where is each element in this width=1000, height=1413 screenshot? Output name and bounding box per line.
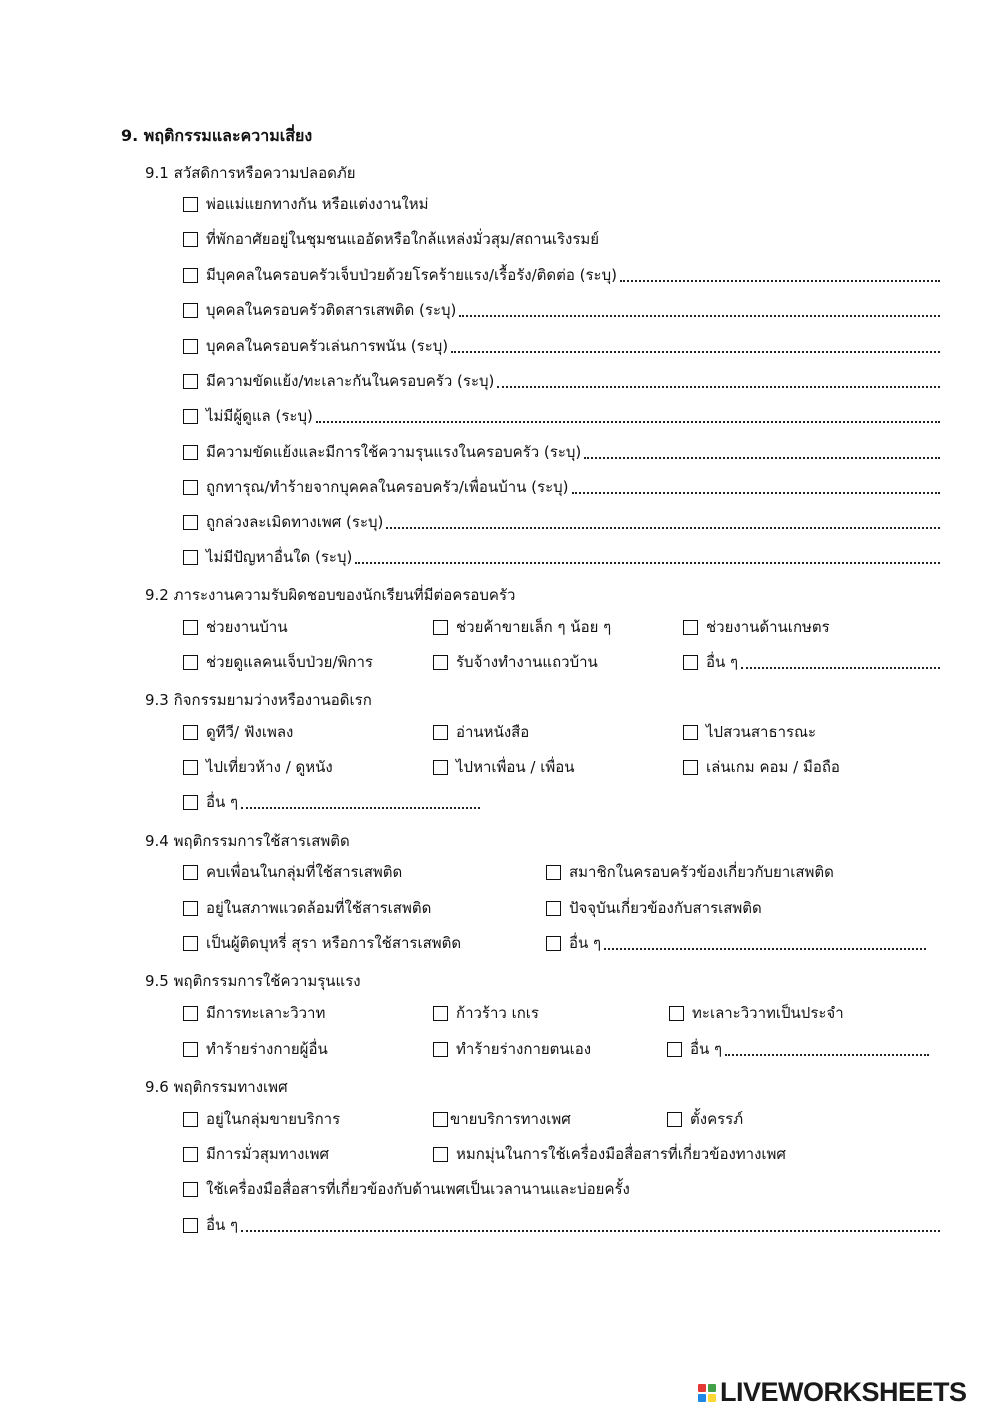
- checkbox-item-9-1-2[interactable]: [183, 226, 940, 252]
- fill-in-line[interactable]: [620, 280, 940, 282]
- checkbox-icon[interactable]: [183, 795, 198, 810]
- subsection-9-2-title: 9.2 ภาระงานความรับผิดชอบของนักเรียนที่มีต่อครอบครัว: [145, 586, 516, 604]
- item-label: ใช้เครื่องมือสื่อสารที่เกี่ยวข้องกับด้านเพศเป็นเวลานานและบ่อยครั้ง: [206, 1180, 630, 1198]
- checkbox-icon[interactable]: [183, 865, 198, 880]
- checkbox-item-9-6-7[interactable]: [183, 1212, 940, 1238]
- checkbox-item-9-6-1[interactable]: [183, 1106, 423, 1132]
- item-label: หมกมุ่นในการใช้เครื่องมือสื่อสารที่เกี่ยวข้องทางเพศ: [456, 1145, 786, 1163]
- checkbox-icon[interactable]: [669, 1006, 684, 1021]
- checkbox-item-9-1-10[interactable]: [183, 509, 940, 535]
- item-label: มีการทะเลาะวิวาท: [206, 1004, 326, 1022]
- subsection-9-6-title: 9.6 พฤติกรรมทางเพศ: [145, 1078, 288, 1096]
- checkbox-item-9-4-5[interactable]: [183, 930, 538, 956]
- checkbox-item-9-2-5[interactable]: [433, 649, 673, 675]
- checkbox-icon[interactable]: [183, 1006, 198, 1021]
- item-label: อยู่ในสภาพแวดล้อมที่ใช้สารเสพติด: [206, 899, 432, 917]
- checkbox-icon[interactable]: [183, 232, 198, 247]
- item-label: บุคคลในครอบครัวเล่นการพนัน (ระบุ): [206, 337, 449, 355]
- item-label: อ่านหนังสือ: [456, 723, 530, 741]
- checkbox-icon[interactable]: [183, 197, 198, 212]
- checkbox-icon[interactable]: [667, 1112, 682, 1127]
- item-label: ก้าวร้าว เกเร: [456, 1004, 539, 1022]
- logo-squares-icon: [698, 1384, 716, 1402]
- checkbox-item-9-1-5[interactable]: [183, 333, 940, 359]
- item-label: อื่น ๆ: [690, 1040, 723, 1058]
- item-label: ช่วยงานบ้าน: [206, 618, 288, 636]
- checkbox-icon[interactable]: [183, 445, 198, 460]
- checkbox-icon[interactable]: [183, 760, 198, 775]
- checkbox-icon[interactable]: [183, 268, 198, 283]
- item-label: บุคคลในครอบครัวติดสารเสพติด (ระบุ): [206, 301, 457, 319]
- fill-in-line[interactable]: [451, 351, 940, 353]
- fill-in-line[interactable]: [241, 1230, 940, 1232]
- fill-in-line[interactable]: [386, 527, 940, 529]
- item-label: รับจ้างทำงานแถวบ้าน: [456, 653, 598, 671]
- fill-in-line[interactable]: [497, 386, 940, 388]
- item-label: ถูกล่วงละเมิดทางเพศ (ระบุ): [206, 513, 384, 531]
- checkbox-icon[interactable]: [683, 760, 698, 775]
- checkbox-item-9-5-3[interactable]: [669, 1000, 940, 1026]
- item-label: ทะเลาะวิวาทเป็นประจำ: [692, 1004, 844, 1022]
- checkbox-item-9-3-1[interactable]: [183, 719, 423, 745]
- checkbox-item-9-1-6[interactable]: [183, 368, 940, 394]
- checkbox-item-9-6-4[interactable]: [183, 1141, 423, 1167]
- checkbox-item-9-1-1[interactable]: [183, 191, 940, 217]
- item-label: ช่วยดูแลคนเจ็บป่วย/พิการ: [206, 653, 373, 671]
- checkbox-item-9-5-1[interactable]: [183, 1000, 423, 1026]
- item-label: อื่น ๆ: [206, 1216, 239, 1234]
- item-label: อยู่ในกลุ่มขายบริการ: [206, 1110, 341, 1128]
- item-label: มีการมั่วสุมทางเพศ: [206, 1145, 329, 1163]
- checkbox-item-9-1-9[interactable]: [183, 474, 940, 500]
- fill-in-line[interactable]: [355, 562, 940, 564]
- item-label: มีความขัดแย้งและมีการใช้ความรุนแรงในครอบครัว (ระบุ): [206, 443, 582, 461]
- item-label: ตั้งครรภ์: [690, 1110, 744, 1128]
- subsection-9-1-title: 9.1 สวัสดิการหรือความปลอดภัย: [145, 164, 356, 182]
- checkbox-item-9-6-3[interactable]: [667, 1106, 867, 1132]
- fill-in-line[interactable]: [241, 807, 480, 809]
- item-label: พ่อแม่แยกทางกัน หรือแต่งงานใหม่: [206, 195, 429, 213]
- item-label: ทำร้ายร่างกายผู้อื่น: [206, 1040, 328, 1058]
- checkbox-item-9-3-3[interactable]: [683, 719, 940, 745]
- subsection-9-4-title: 9.4 พฤติกรรมการใช้สารเสพติด: [145, 832, 350, 850]
- fill-in-line[interactable]: [741, 667, 940, 669]
- checkbox-icon[interactable]: [183, 901, 198, 916]
- checkbox-item-9-1-3[interactable]: [183, 262, 940, 288]
- checkbox-item-9-2-3[interactable]: [683, 614, 940, 640]
- checkbox-item-9-4-1[interactable]: [183, 859, 538, 885]
- checkbox-icon[interactable]: [183, 480, 198, 495]
- checkbox-item-9-4-6[interactable]: [546, 930, 926, 956]
- fill-in-line[interactable]: [459, 315, 940, 317]
- checkbox-icon[interactable]: [433, 1112, 448, 1127]
- checkbox-item-9-3-6[interactable]: [683, 754, 940, 780]
- checkbox-item-9-2-1[interactable]: [183, 614, 423, 640]
- checkbox-item-9-1-4[interactable]: [183, 297, 940, 323]
- logo-square: [698, 1384, 706, 1392]
- logo-square: [708, 1394, 716, 1402]
- checkbox-icon[interactable]: [183, 620, 198, 635]
- checkbox-item-9-5-2[interactable]: [433, 1000, 658, 1026]
- checkbox-icon[interactable]: [183, 655, 198, 670]
- checkbox-icon[interactable]: [433, 620, 448, 635]
- checkbox-item-9-3-4[interactable]: [183, 754, 423, 780]
- checkbox-icon[interactable]: [433, 1147, 448, 1162]
- checkbox-item-9-1-7[interactable]: [183, 403, 940, 429]
- checkbox-item-9-5-5[interactable]: [433, 1036, 658, 1062]
- item-label: มีบุคคลในครอบครัวเจ็บป่วยด้วยโรคร้ายแรง/เรื้อรัง/ติดต่อ (ระบุ): [206, 266, 617, 284]
- checkbox-item-9-3-5[interactable]: [433, 754, 673, 780]
- checkbox-icon[interactable]: [183, 374, 198, 389]
- item-label: ไปหาเพื่อน / เพื่อน: [456, 758, 575, 776]
- item-label: เล่นเกม คอม / มือถือ: [706, 758, 840, 776]
- item-label: อื่น ๆ: [206, 793, 239, 811]
- item-label: ไปเที่ยวห้าง / ดูหนัง: [206, 758, 333, 776]
- checkbox-item-9-1-11[interactable]: [183, 544, 940, 570]
- section-title: 9. พฤติกรรมและความเสี่ยง: [121, 126, 313, 145]
- checkbox-item-9-2-6[interactable]: [683, 649, 940, 675]
- checkbox-item-9-5-6[interactable]: [667, 1036, 929, 1062]
- checkbox-item-9-1-8[interactable]: [183, 439, 940, 465]
- logo-square: [698, 1394, 706, 1402]
- item-label: ไม่มีปัญหาอื่นใด (ระบุ): [206, 548, 353, 566]
- checkbox-icon[interactable]: [683, 725, 698, 740]
- item-label: ดูทีวี/ ฟังเพลง: [206, 723, 294, 741]
- checkbox-item-9-5-4[interactable]: [183, 1036, 423, 1062]
- checkbox-icon[interactable]: [433, 655, 448, 670]
- checkbox-icon[interactable]: [683, 620, 698, 635]
- checkbox-icon[interactable]: [183, 936, 198, 951]
- checkbox-icon[interactable]: [183, 725, 198, 740]
- checkbox-icon[interactable]: [183, 409, 198, 424]
- brand-name: LIVEWORKSHEETS: [720, 1377, 967, 1407]
- liveworksheets-logo: [698, 1377, 967, 1408]
- item-label: ทำร้ายร่างกายตนเอง: [456, 1040, 592, 1058]
- checkbox-icon[interactable]: [183, 339, 198, 354]
- checkbox-icon[interactable]: [546, 901, 561, 916]
- checkbox-icon[interactable]: [433, 1042, 448, 1057]
- checkbox-icon[interactable]: [183, 1112, 198, 1127]
- fill-in-line[interactable]: [725, 1054, 929, 1056]
- fill-in-line[interactable]: [604, 948, 926, 950]
- fill-in-line[interactable]: [572, 492, 940, 494]
- item-label: เป็นผู้ติดบุหรี่ สุรา หรือการใช้สารเสพติด: [206, 934, 462, 952]
- item-label: ช่วยงานด้านเกษตร: [706, 618, 830, 636]
- checkbox-icon[interactable]: [433, 725, 448, 740]
- item-label: มีความขัดแย้ง/ทะเลาะกันในครอบครัว (ระบุ): [206, 372, 495, 390]
- checkbox-icon[interactable]: [546, 865, 561, 880]
- checkbox-item-9-4-3[interactable]: [183, 895, 538, 921]
- checkbox-item-9-2-2[interactable]: [433, 614, 673, 640]
- checkbox-icon[interactable]: [183, 550, 198, 565]
- checkbox-icon[interactable]: [183, 1182, 198, 1197]
- item-label: ขายบริการทางเพศ: [450, 1110, 571, 1128]
- checkbox-icon[interactable]: [183, 1147, 198, 1162]
- fill-in-line[interactable]: [316, 421, 940, 423]
- checkbox-icon[interactable]: [683, 655, 698, 670]
- item-label: สมาชิกในครอบครัวข้องเกี่ยวกับยาเสพติด: [569, 863, 834, 881]
- checkbox-item-9-6-2[interactable]: [433, 1106, 658, 1132]
- subsection-9-3-title: 9.3 กิจกรรมยามว่างหรืองานอดิเรก: [145, 691, 372, 709]
- logo-square: [708, 1384, 716, 1392]
- item-label: อื่น ๆ: [706, 653, 739, 671]
- checkbox-item-9-4-2[interactable]: [546, 859, 940, 885]
- item-label: ที่พักอาศัยอยู่ในชุมชนแออัดหรือใกล้แหล่งมั่วสุม/สถานเริงรมย์: [206, 230, 600, 248]
- checkbox-item-9-6-5[interactable]: [433, 1141, 940, 1167]
- item-label: ถูกทารุณ/ทำร้ายจากบุคคลในครอบครัว/เพื่อนบ้าน (ระบุ): [206, 478, 569, 496]
- checkbox-icon[interactable]: [183, 515, 198, 530]
- item-label: ไม่มีผู้ดูแล (ระบุ): [206, 407, 313, 425]
- item-label: คบเพื่อนในกลุ่มที่ใช้สารเสพติด: [206, 863, 403, 881]
- checkbox-icon[interactable]: [183, 303, 198, 318]
- checkbox-icon[interactable]: [546, 936, 561, 951]
- checkbox-item-9-2-4[interactable]: [183, 649, 423, 675]
- checkbox-icon[interactable]: [183, 1218, 198, 1233]
- checkbox-item-9-3-2[interactable]: [433, 719, 673, 745]
- item-label: ไปสวนสาธารณะ: [706, 723, 817, 741]
- checkbox-item-9-3-7[interactable]: [183, 789, 480, 815]
- subsection-9-5-title: 9.5 พฤติกรรมการใช้ความรุนแรง: [145, 972, 361, 990]
- checkbox-icon[interactable]: [183, 1042, 198, 1057]
- checkbox-icon[interactable]: [667, 1042, 682, 1057]
- checkbox-item-9-6-6[interactable]: [183, 1176, 940, 1202]
- item-label: ช่วยค้าขายเล็ก ๆ น้อย ๆ: [456, 618, 612, 636]
- checkbox-item-9-4-4[interactable]: [546, 895, 940, 921]
- checkbox-icon[interactable]: [433, 760, 448, 775]
- item-label: อื่น ๆ: [569, 934, 602, 952]
- fill-in-line[interactable]: [584, 457, 940, 459]
- checkbox-icon[interactable]: [433, 1006, 448, 1021]
- item-label: ปัจจุบันเกี่ยวข้องกับสารเสพติด: [569, 899, 762, 917]
